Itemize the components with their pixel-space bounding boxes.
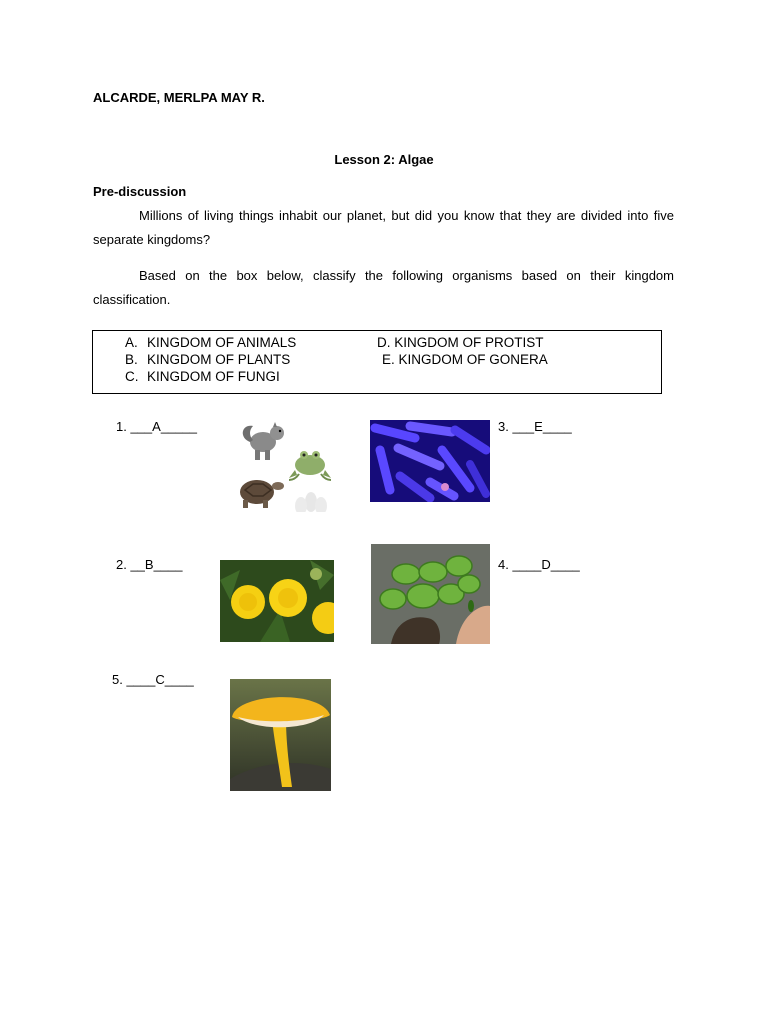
question-2-answer: 2. __B____ [116,557,183,572]
question-5-answer: 5. ____C____ [112,672,194,687]
kingdom-item-protist: D. KINGDOM OF PROTIST [377,335,544,350]
question-3-answer: 3. ___E____ [498,419,572,434]
frog-icon [289,451,331,480]
intro-paragraph [93,204,674,252]
turtle-icon [240,480,284,508]
intro-text: Millions of living things inhabit our planet, but did you know that they are divided into five separate kingdoms? [93,208,674,247]
question-1-answer: 1. ___A_____ [116,419,197,434]
animals-image [233,420,333,512]
bacteria-image [370,420,490,502]
squirrel-icon [243,422,284,460]
mushroom-image [230,679,331,791]
author-name: ALCARDE, MERLPA MAY R. [93,90,265,105]
kingdom-item-fungi: C. KINGDOM OF FUNGI [125,369,280,384]
question-4-answer: 4. ____D____ [498,557,580,572]
kingdom-box [92,330,662,394]
kingdom-item-plants: B. KINGDOM OF PLANTS [125,352,291,367]
algae-image [371,544,490,644]
section-title: Pre-discussion [93,184,187,199]
dandelion-image [220,560,334,642]
kingdom-item-animals: A. KINGDOM OF ANIMALS [125,335,297,350]
kingdom-item-gonera: E. KINGDOM OF GONERA [382,352,548,367]
instruction-paragraph [93,264,674,312]
instruction-text: Based on the box below, classify the following organisms based on their kingdom classification. [93,268,674,307]
lesson-title: Lesson 2: Algae [334,152,434,167]
faded-flower-icon [295,492,327,512]
